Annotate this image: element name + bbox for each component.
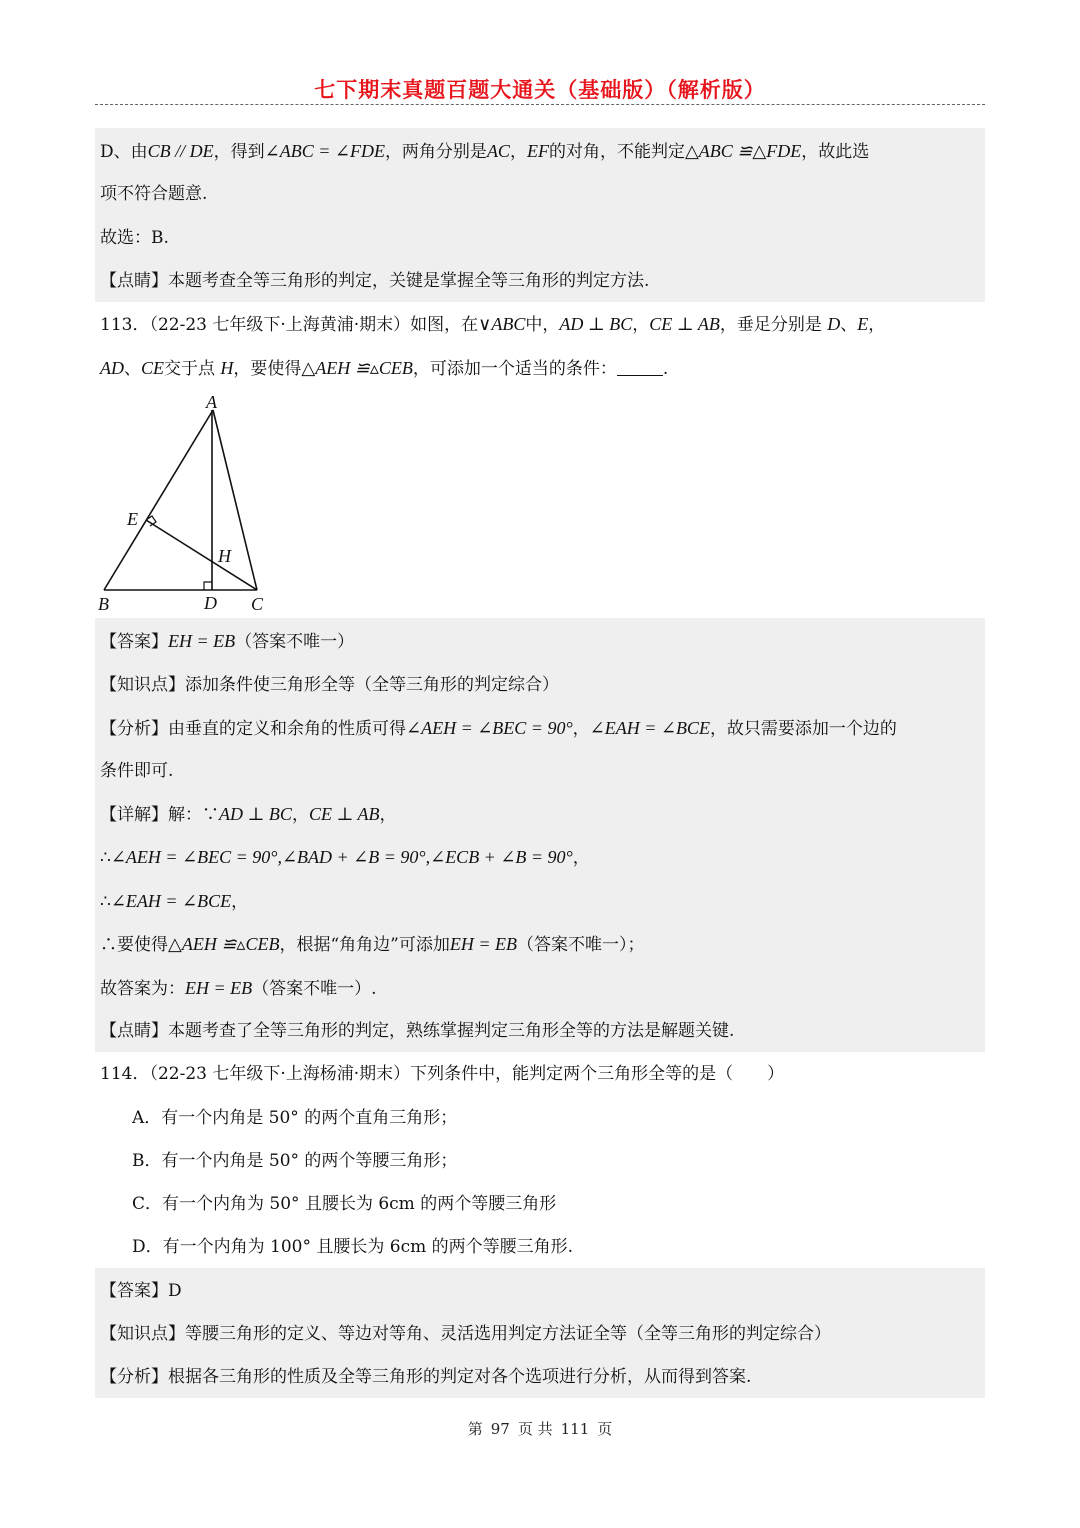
document-header-title: 七下期末真题百题大通关（基础版）（解析版） — [314, 78, 766, 102]
q113-detail-line4: ∴要使得△AEH ≌▵CEB，根据“角角边”可添加EH = EB（答案不唯一）； — [100, 934, 645, 955]
label-e: E — [127, 509, 138, 529]
prev-option-d-line2: 项不符合题意. — [100, 184, 208, 204]
q114-option-b: B．有一个内角是 50° 的两个等腰三角形； — [132, 1151, 458, 1171]
q113-knowledge: 【知识点】添加条件使三角形全等（全等三角形的判定综合） — [100, 675, 559, 695]
altitude-ce — [146, 520, 257, 590]
q113-detail-line1: 【详解】解：∵AD ⊥ BC，CE ⊥ AB， — [100, 804, 397, 825]
label-h: H — [218, 546, 231, 566]
q113-detail-line3: ∴∠EAH = ∠BCE， — [100, 891, 249, 912]
prev-option-d-line1: D、由CB // DE，得到∠ABC = ∠FDE，两角分别是AC，EF的对角，不能判定△ABC ≌△FDE，故此选 — [100, 141, 870, 162]
q113-analysis-line2: 条件即可. — [100, 761, 174, 781]
q113-analysis-line1: 【分析】由垂直的定义和余角的性质可得∠AEH = ∠BEC = 90°，∠EAH = ∠BCE，故只需要添加一个边的 — [100, 718, 897, 739]
q113-comment: 【点睛】本题考查了全等三角形的判定，熟练掌握判定三角形全等的方法是解题关键. — [100, 1021, 735, 1041]
label-c: C — [251, 594, 264, 614]
q114-option-c: C．有一个内角为 50° 且腰长为 6cm 的两个等腰三角形 — [132, 1194, 557, 1214]
prev-choice: 故选：B. — [100, 228, 169, 248]
answer-blank — [617, 359, 663, 376]
right-angle-mark-d — [204, 582, 212, 590]
label-a: A — [206, 392, 217, 412]
q114-option-d: D．有一个内角为 100° 且腰长为 6cm 的两个等腰三角形. — [132, 1237, 574, 1257]
q113-detail-line2: ∴∠AEH = ∠BEC = 90°,∠BAD + ∠B = 90°,∠ECB + ∠B = 90°， — [100, 847, 590, 868]
q113-answer: 【答案】EH = EB（答案不唯一） — [100, 631, 355, 652]
q114-analysis: 【分析】根据各三角形的性质及全等三角形的判定对各个选项进行分析，从而得到答案. — [100, 1367, 752, 1387]
q114-knowledge: 【知识点】等腰三角形的定义、等边对等角、灵活选用判定方法证全等（全等三角形的判定综合） — [100, 1324, 831, 1344]
side-ab — [104, 410, 213, 590]
q113-stem-line2: AD、CE交于点 H，要使得△AEH ≌▵CEB，可添加一个适当的条件： . — [100, 358, 669, 379]
q113-detail-line5: 故答案为：EH = EB（答案不唯一）. — [100, 978, 377, 999]
prev-comment: 【点睛】本题考查全等三角形的判定，关键是掌握全等三角形的判定方法. — [100, 271, 650, 291]
q113-stem-line1: 113．（22-23 七年级下·上海黄浦·期末）如图，在∨ABC中，AD ⊥ BC，CE ⊥ AB，垂足分别是 D、E， — [100, 314, 886, 335]
label-b: B — [98, 594, 109, 614]
header-divider — [95, 104, 985, 105]
q114-option-a: A．有一个内角是 50° 的两个直角三角形； — [132, 1108, 458, 1128]
total-page-count: 111 — [560, 1420, 590, 1438]
current-page-number: 97 — [490, 1420, 510, 1438]
page-footer: 第 97 页 共 111 页 — [467, 1420, 613, 1438]
label-d: D — [204, 593, 217, 613]
triangle-figure — [90, 388, 280, 616]
q114-answer: 【答案】D — [100, 1281, 182, 1301]
q114-stem: 114．（22-23 七年级下·上海杨浦·期末）下列条件中，能判定两个三角形全等的是（ ） — [100, 1064, 785, 1084]
